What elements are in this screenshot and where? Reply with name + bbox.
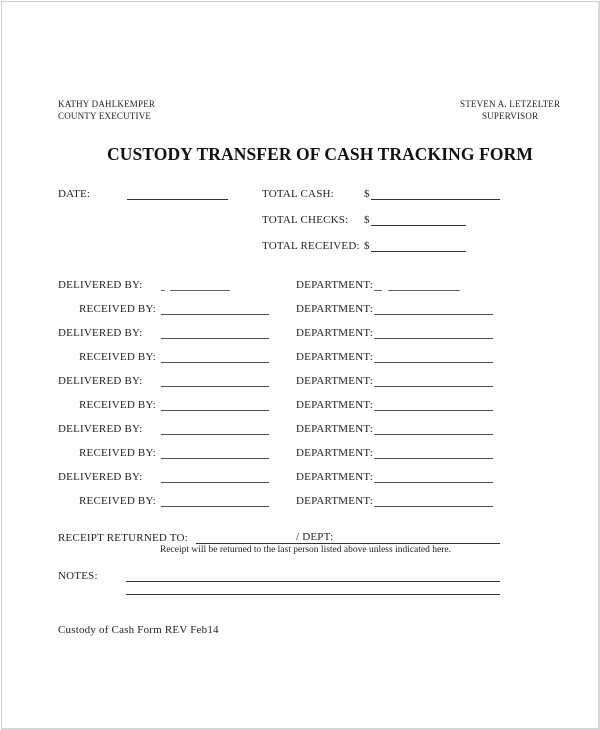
delivered-by-field[interactable]	[161, 386, 269, 387]
department-field[interactable]	[374, 338, 493, 339]
total-checks-label: TOTAL CHECKS:	[262, 214, 349, 226]
department-field[interactable]	[374, 290, 382, 291]
document-page	[1, 1, 600, 730]
delivered-by-field[interactable]	[161, 290, 165, 291]
department-label: DEPARTMENT:	[296, 399, 373, 411]
department-field[interactable]	[374, 482, 493, 483]
received-by-label: RECEIVED BY:	[79, 351, 156, 363]
receipt-dept-label: / DEPT:	[296, 531, 334, 543]
received-by-label: RECEIVED BY:	[79, 303, 156, 315]
received-by-field[interactable]	[161, 314, 269, 315]
received-by-field[interactable]	[161, 506, 269, 507]
receipt-returned-field[interactable]	[196, 543, 500, 544]
department-field[interactable]	[374, 434, 493, 435]
notes-line-2[interactable]	[126, 594, 500, 595]
total-cash-label: TOTAL CASH:	[262, 188, 334, 200]
department-field[interactable]	[374, 362, 493, 363]
delivered-by-label: DELIVERED BY:	[58, 327, 143, 339]
delivered-by-field[interactable]	[161, 434, 269, 435]
department-label: DEPARTMENT:	[296, 471, 373, 483]
delivered-by-label: DELIVERED BY:	[58, 471, 143, 483]
currency-symbol: $	[364, 214, 370, 226]
department-field[interactable]	[374, 410, 493, 411]
received-by-field[interactable]	[161, 458, 269, 459]
received-by-field[interactable]	[161, 362, 269, 363]
department-label: DEPARTMENT:	[296, 351, 373, 363]
executive-title: COUNTY EXECUTIVE	[58, 111, 152, 121]
department-field[interactable]	[374, 314, 493, 315]
department-label: DEPARTMENT:	[296, 279, 373, 291]
total-checks-field[interactable]	[371, 225, 466, 226]
delivered-by-label: DELIVERED BY:	[58, 375, 143, 387]
department-label: DEPARTMENT:	[296, 303, 373, 315]
date-label: DATE:	[58, 188, 91, 200]
department-label: DEPARTMENT:	[296, 327, 373, 339]
received-by-field[interactable]	[161, 410, 269, 411]
currency-symbol: $	[364, 240, 370, 252]
supervisor-name: STEVEN A. LETZELTER	[460, 99, 561, 109]
form-revision: Custody of Cash Form REV Feb14	[58, 624, 219, 636]
notes-line-1[interactable]	[126, 581, 500, 582]
date-field[interactable]	[127, 199, 228, 200]
delivered-by-label: DELIVERED BY:	[58, 279, 143, 291]
delivered-by-field[interactable]	[161, 338, 269, 339]
delivered-by-field[interactable]	[170, 290, 230, 291]
received-by-label: RECEIVED BY:	[79, 399, 156, 411]
department-field[interactable]	[374, 386, 493, 387]
receipt-note: Receipt will be returned to the last person listed above unless indicated here.	[160, 545, 451, 555]
executive-name: KATHY DAHLKEMPER	[58, 99, 156, 109]
received-by-label: RECEIVED BY:	[79, 447, 156, 459]
currency-symbol: $	[364, 188, 370, 200]
total-cash-field[interactable]	[371, 199, 500, 200]
receipt-returned-label: RECEIPT RETURNED TO:	[58, 532, 188, 544]
delivered-by-label: DELIVERED BY:	[58, 423, 143, 435]
received-by-label: RECEIVED BY:	[79, 495, 156, 507]
department-label: DEPARTMENT:	[296, 495, 373, 507]
supervisor-title: SUPERVISOR	[482, 111, 539, 121]
department-label: DEPARTMENT:	[296, 447, 373, 459]
department-label: DEPARTMENT:	[296, 375, 373, 387]
department-field[interactable]	[388, 290, 460, 291]
department-field[interactable]	[374, 506, 493, 507]
delivered-by-field[interactable]	[161, 482, 269, 483]
department-field[interactable]	[374, 458, 493, 459]
total-received-field[interactable]	[371, 251, 466, 252]
total-received-label: TOTAL RECEIVED:	[262, 240, 360, 252]
department-label: DEPARTMENT:	[296, 423, 373, 435]
notes-label: NOTES:	[58, 570, 98, 582]
form-title: CUSTODY TRANSFER OF CASH TRACKING FORM	[107, 144, 533, 164]
